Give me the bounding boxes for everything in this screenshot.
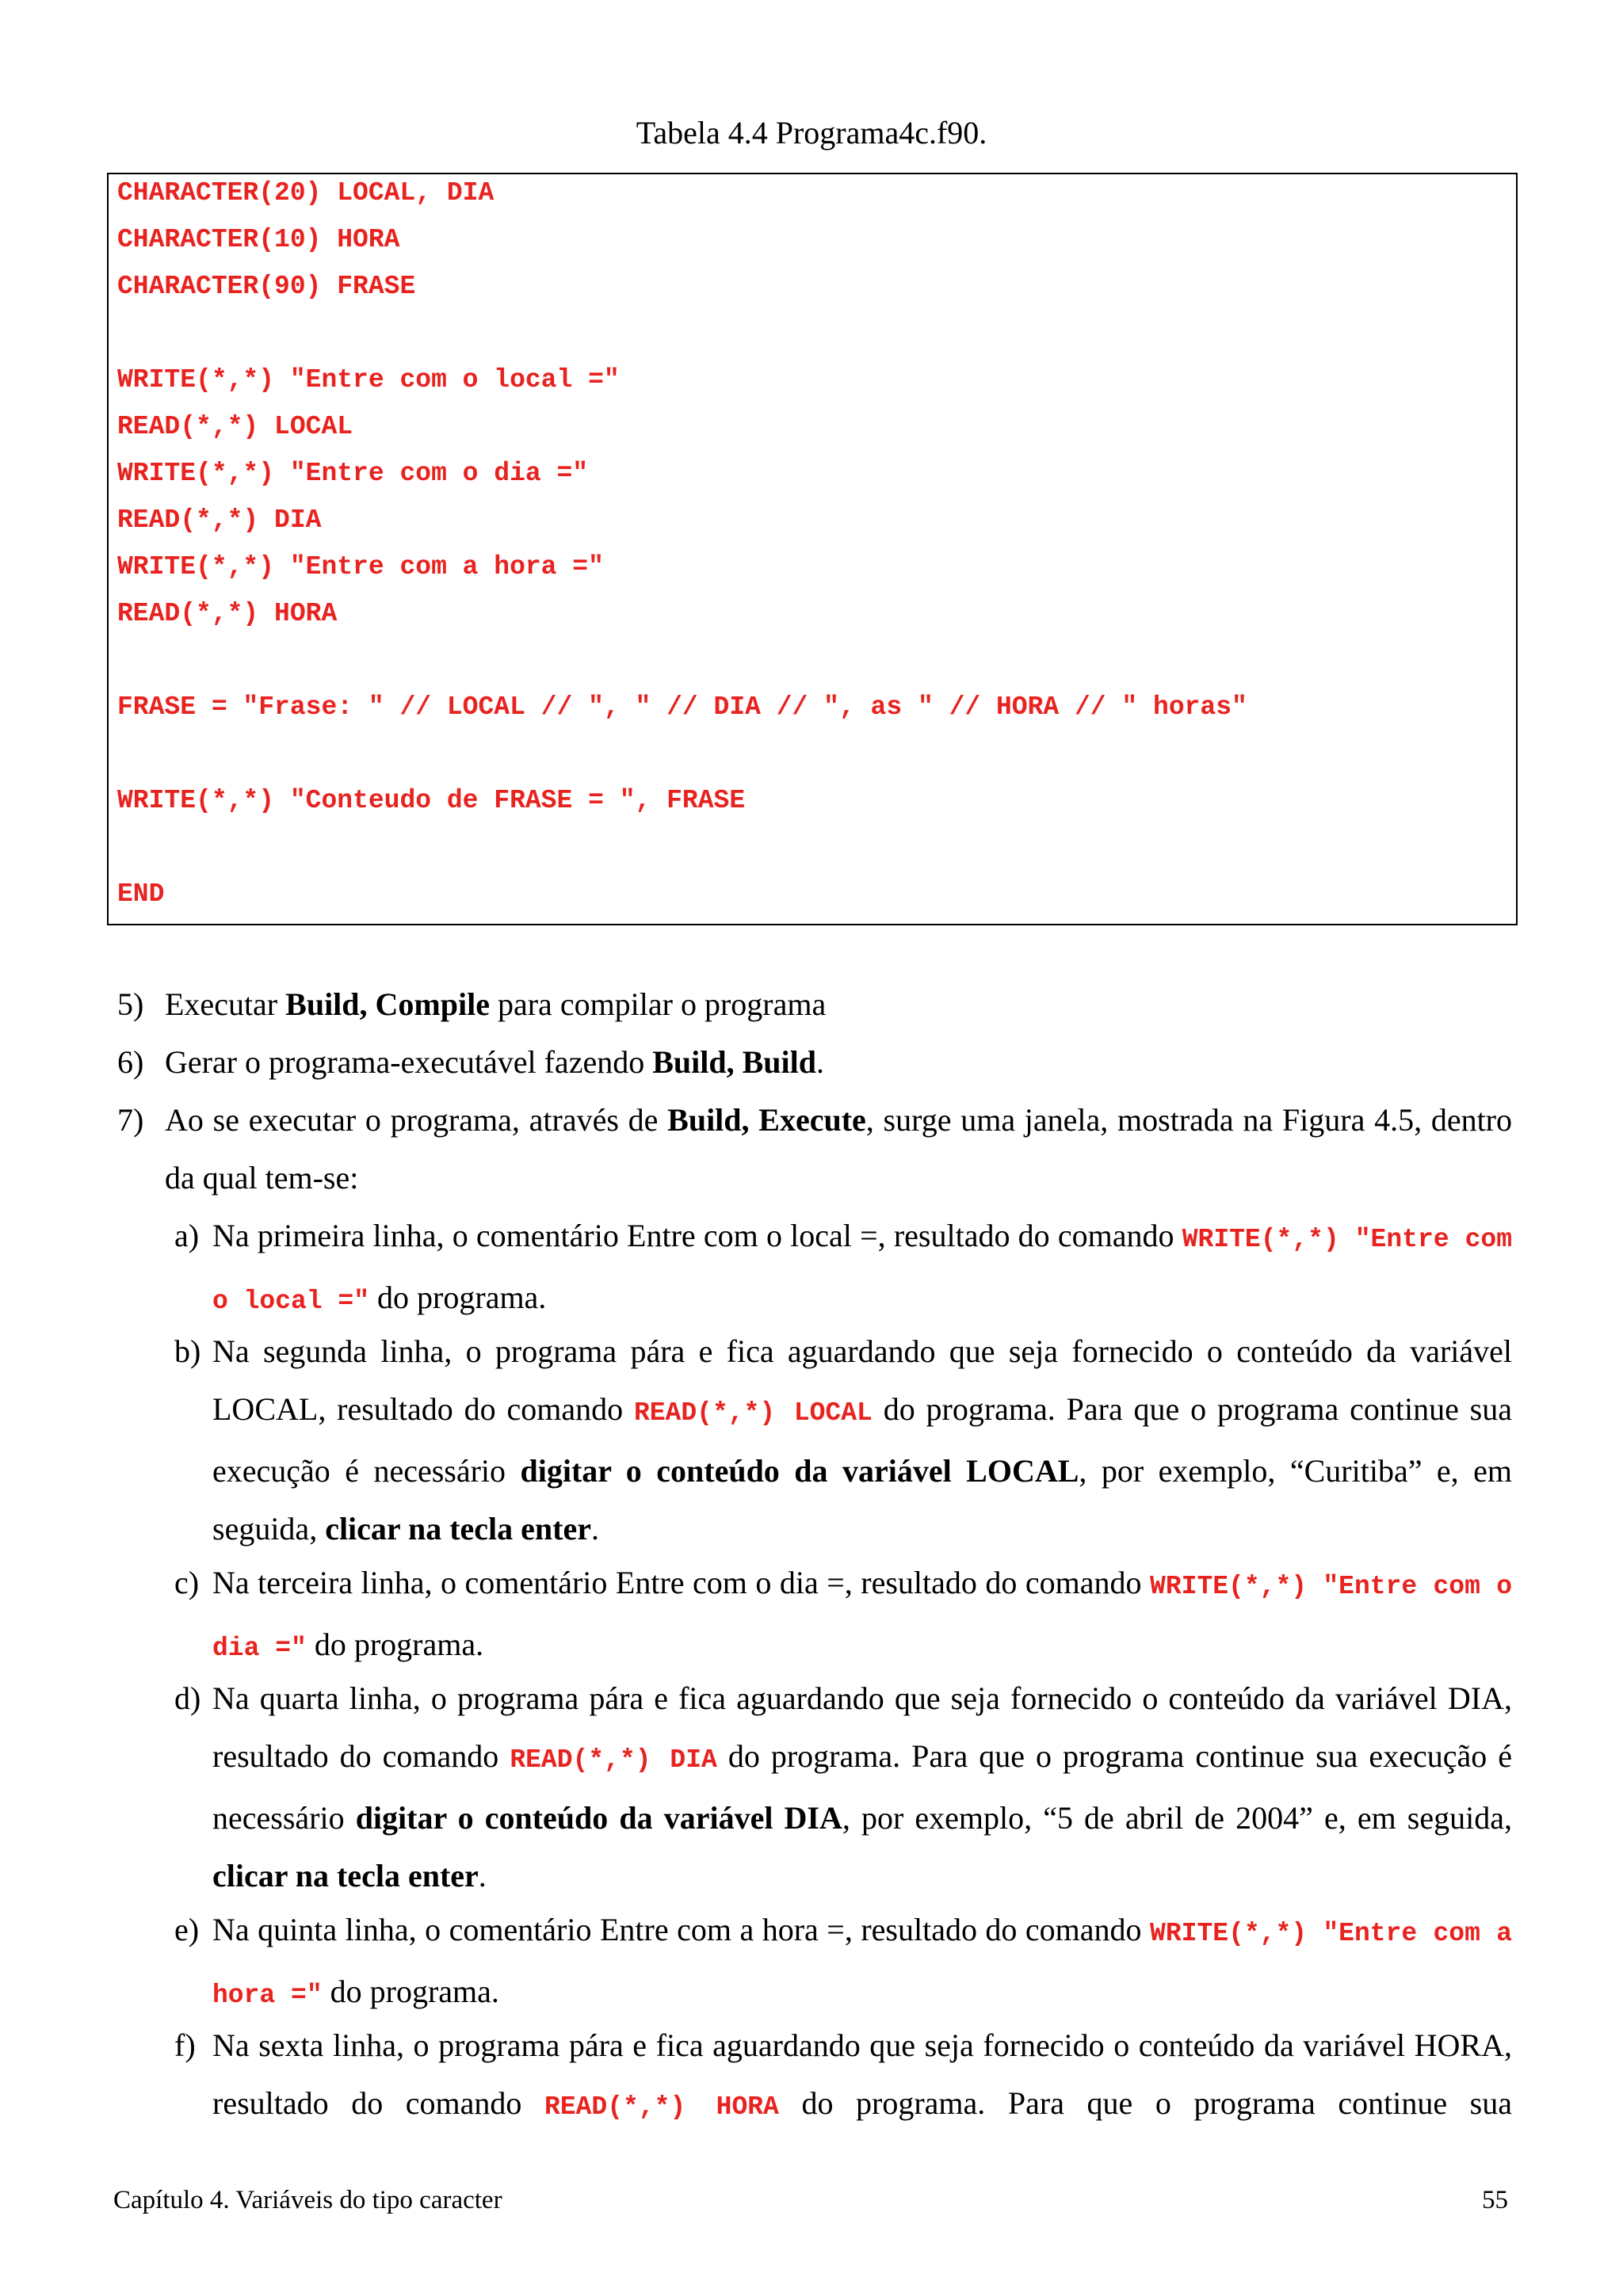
code-line: WRITE(*,*) "Conteudo de FRASE = ", FRASE (117, 786, 746, 815)
code-line: CHARACTER(20) LOCAL, DIA (117, 178, 495, 208)
item-label: e) (174, 1912, 200, 1947)
code-line: WRITE(*,*) "Entre com a hora =" (117, 552, 604, 582)
code-listing (107, 173, 1518, 925)
code-line: FRASE = "Frase: " // LOCAL // ", " // DIA // ", as " // HORA // " horas" (117, 692, 1247, 722)
item-label: a) (174, 1218, 200, 1253)
table-caption: Tabela 4.4 Programa4c.f90. (636, 115, 987, 151)
code-line: READ(*,*) HORA (117, 599, 338, 628)
code-line: READ(*,*) DIA (117, 505, 322, 535)
item-label: d) (174, 1680, 201, 1716)
footer-chapter: Capítulo 4. Variáveis do tipo caracter (113, 2186, 502, 2214)
item-label: b) (174, 1333, 201, 1369)
item-text: Na quinta linha, o comentário Entre com a hora =, resultado do comando WRITE(*,*) "Entre com a hora =" do programa. (212, 1912, 1512, 2010)
item-label: c) (174, 1565, 200, 1600)
step-text: Gerar o programa-executável fazendo Build, Build. (165, 1044, 824, 1080)
code-line: WRITE(*,*) "Entre com o dia =" (117, 459, 589, 488)
page-number: 55 (1482, 2186, 1508, 2214)
step-number: 5) (117, 986, 144, 1022)
step-text: Ao se executar o programa, através de Build, Execute, surge uma janela, mostrada na Figura 4.5, dentro da qual tem-se: (165, 1102, 1513, 1196)
code-line: WRITE(*,*) "Entre com o local =" (117, 365, 620, 395)
item-text: Na sexta linha, o programa pára e fica aguardando que seja fornecido o conteúdo da variável HORA, resultado do comando READ(*,*) HORA do programa. Para que o programa continue sua (212, 2027, 1512, 2122)
code-line: READ(*,*) LOCAL (117, 412, 353, 441)
item-text: Na primeira linha, o comentário Entre com o local =, resultado do comando WRITE(*,*) "Entre com o local =" do programa. (212, 1218, 1512, 1316)
code-line: END (117, 879, 165, 909)
item-text: Na segunda linha, o programa pára e fica aguardando que seja fornecido o conteúdo da variável LOCAL, resultado do comando READ(*,*) LOCAL do programa. Para que o programa continue sua execução é necessário digitar o conteúdo da variável LOCAL, por exemplo, “Curitiba” e, em seguida, clicar na tecla enter. (212, 1333, 1513, 1547)
item-text: Na quarta linha, o programa pára e fica aguardando que seja fornecido o conteúdo da variável DIA, resultado do comando READ(*,*) DIA do programa. Para que o programa continue sua execução é necessário digitar o conteúdo da variável DIA, por exemplo, “5 de abril de 2004” e, em seguida, clicar na tecla enter. (212, 1680, 1512, 1894)
item-label: f) (174, 2027, 196, 2063)
step-number: 6) (117, 1044, 144, 1080)
step-text: Executar Build, Compile para compilar o programa (165, 986, 827, 1022)
item-text: Na terceira linha, o comentário Entre com o dia =, resultado do comando WRITE(*,*) "Entre com o dia =" do programa. (212, 1565, 1512, 1663)
code-line: CHARACTER(90) FRASE (117, 272, 416, 301)
code-line: CHARACTER(10) HORA (117, 225, 400, 254)
step-number: 7) (117, 1102, 144, 1138)
